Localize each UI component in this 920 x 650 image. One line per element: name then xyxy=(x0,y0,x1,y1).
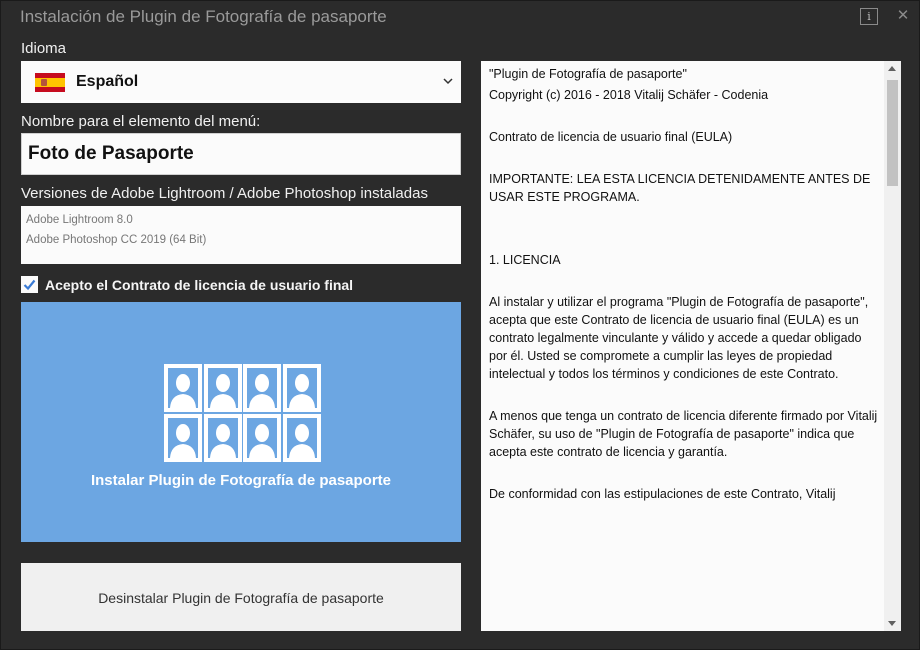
eula-checkbox-label: Acepto el Contrato de licencia de usuario final xyxy=(45,277,354,293)
title-bar xyxy=(1,1,919,33)
license-paragraph: A menos que tenga un contrato de licencia diferente firmado por Vitalij Schäfer, su uso de "Plugin de Fotografía de pasaporte" indica que acepta este contrato de licencia y garantía. xyxy=(489,409,878,459)
license-paragraph: Al instalar y utilizar el programa "Plugin de Fotografía de pasaporte", acepta que este Contrato de licencia de usuario final (EULA) es un contrato legalmente vinculante y válido y accede a quedar obligado por él. Usted se compromete a cumplir las leyes de propiedad intelectual y todos los términos y condiciones de este Contrato. xyxy=(489,295,869,381)
spain-flag-icon xyxy=(35,73,65,92)
license-paragraph: De conformidad con las estipulaciones de este Contrato, Vitalij xyxy=(489,487,836,501)
scroll-down-icon[interactable] xyxy=(888,621,896,626)
chevron-down-icon xyxy=(441,74,455,88)
versions-label: Versiones de Adobe Lightroom / Adobe Photoshop instaladas xyxy=(21,185,428,202)
license-paragraph xyxy=(489,272,879,293)
person-silhouette-icon xyxy=(204,364,242,412)
passport-photos-icon xyxy=(164,364,319,464)
person-silhouette-icon xyxy=(164,414,202,462)
license-paragraph: Contrato de licencia de usuario final (EULA) xyxy=(489,130,733,144)
list-item[interactable]: Adobe Lightroom 8.0 xyxy=(26,214,133,226)
license-paragraph: 1. LICENCIA xyxy=(489,253,561,267)
scroll-up-icon[interactable] xyxy=(888,66,896,71)
menu-name-label: Nombre para el elemento del menú: xyxy=(21,113,261,130)
eula-checkbox[interactable] xyxy=(21,276,38,293)
info-icon[interactable]: i xyxy=(860,8,878,25)
menu-name-input[interactable] xyxy=(21,133,461,175)
language-label: Idioma xyxy=(21,40,67,57)
license-paragraph: "Plugin de Fotografía de pasaporte" xyxy=(489,67,687,81)
language-selected-value: Español xyxy=(76,73,139,90)
person-silhouette-icon xyxy=(164,364,202,412)
checkmark-icon xyxy=(21,276,38,293)
scroll-thumb[interactable] xyxy=(887,80,898,186)
list-item[interactable]: Adobe Photoshop CC 2019 (64 Bit) xyxy=(26,234,207,246)
license-paragraph: IMPORTANTE: LEA ESTA LICENCIA DETENIDAMENTE ANTES DE USAR ESTE PROGRAMA. xyxy=(489,172,871,204)
language-select[interactable] xyxy=(21,61,461,103)
license-paragraph xyxy=(489,149,879,170)
person-silhouette-icon xyxy=(243,414,281,462)
license-paragraph xyxy=(489,230,879,251)
license-paragraph xyxy=(489,464,879,485)
license-text xyxy=(489,65,879,506)
license-paragraph xyxy=(489,209,879,230)
license-paragraph xyxy=(489,107,879,128)
person-silhouette-icon xyxy=(283,364,321,412)
uninstall-button-label: Desinstalar Plugin de Fotografía de pasaporte xyxy=(98,590,384,606)
window-title: Instalación de Plugin de Fotografía de pasaporte xyxy=(20,7,387,26)
uninstall-button[interactable] xyxy=(21,563,461,631)
person-silhouette-icon xyxy=(243,364,281,412)
license-paragraph: Copyright (c) 2016 - 2018 Vitalij Schäfer - Codenia xyxy=(489,88,769,102)
install-button-label: Instalar Plugin de Fotografía de pasaporte xyxy=(90,472,392,489)
close-icon[interactable]: ✕ xyxy=(896,7,910,24)
license-text-panel[interactable] xyxy=(481,61,901,631)
install-button[interactable] xyxy=(21,302,461,542)
license-paragraph xyxy=(489,386,879,407)
person-silhouette-icon xyxy=(204,414,242,462)
person-silhouette-icon xyxy=(283,414,321,462)
license-scrollbar[interactable] xyxy=(884,61,901,631)
installed-versions-list[interactable] xyxy=(21,206,461,264)
